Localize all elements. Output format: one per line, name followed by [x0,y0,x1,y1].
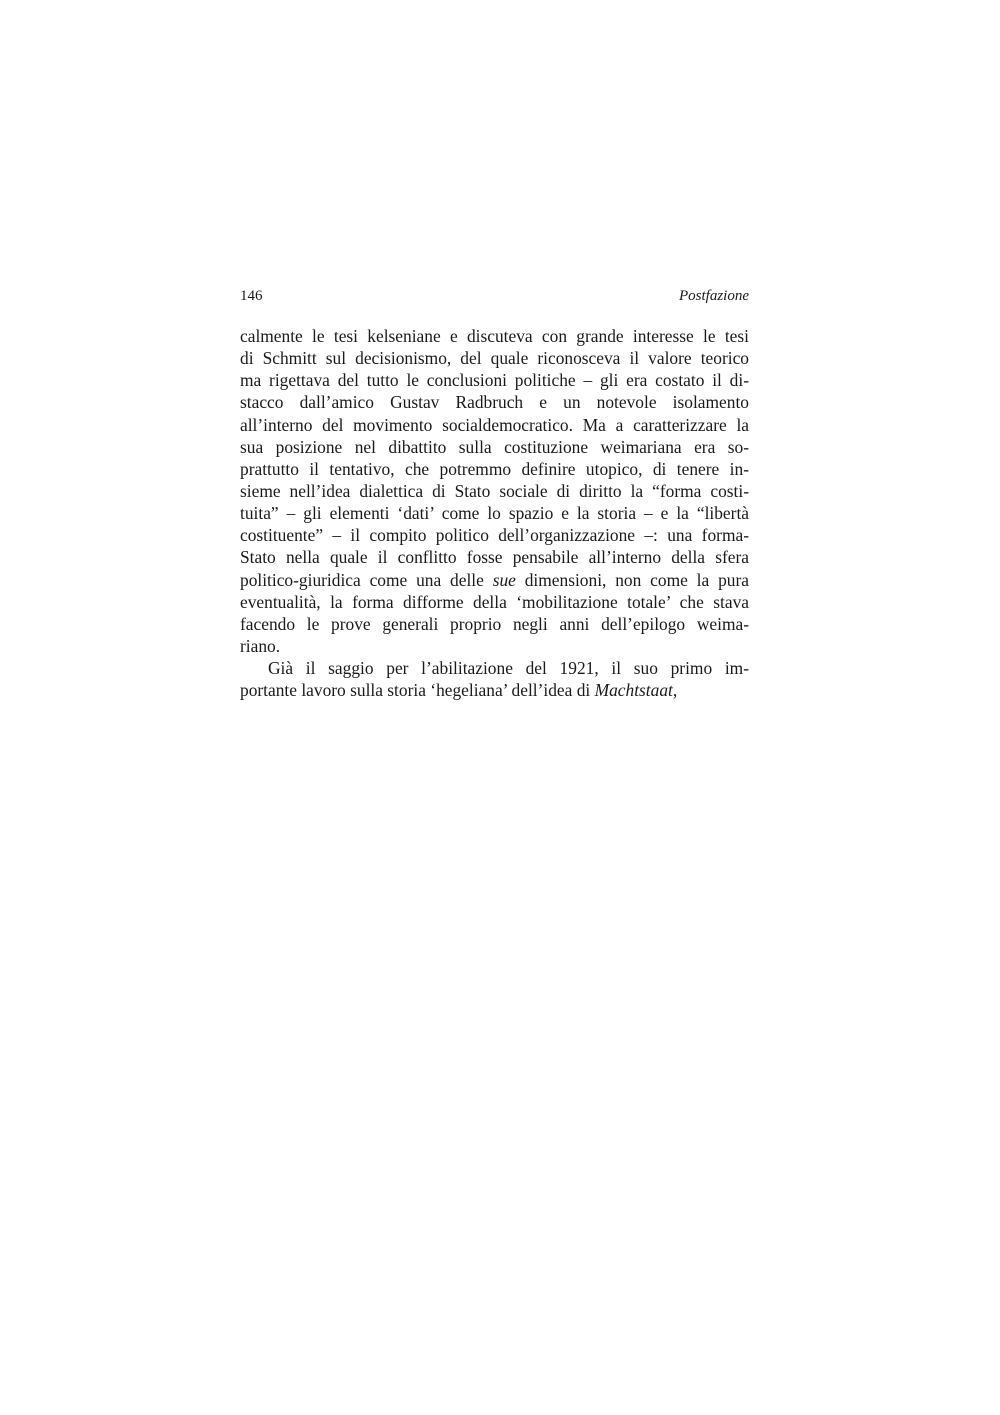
running-head [240,288,749,310]
text-line: di Schmitt sul decisionismo, del quale riconosceva il valore teorico [240,348,749,369]
body-text [240,325,749,701]
text-line: eventualità, la forma difforme della ‘mobilitazione totale’ che stava [240,591,749,612]
text-line: tuita” – gli elementi ‘dati’ come lo spazio e la storia – e la “libertà [240,503,749,524]
text-line: calmente le tesi kelseniane e discuteva con grande interesse le tesi [240,326,749,346]
text-line: facendo le prove generali proprio negli anni dell’epilogo weima- [240,613,749,634]
italic-word: Machtstaat [594,680,673,701]
text-line: Stato nella quale il conflitto fosse pensabile all’interno della sfera [240,547,749,568]
italic-word: sue [492,569,516,590]
page-number: 146 [240,288,263,304]
text-line: politico-giuridica come una delle sue dimensioni, non come la pura [240,569,749,590]
text-line: costituente” – il compito politico dell’organizzazione –: una forma- [240,525,749,546]
paragraph [240,657,749,701]
text-line: riano. [240,635,281,656]
text-line: stacco dall’amico Gustav Radbruch e un notevole isolamento [240,392,749,413]
paragraph [240,325,749,657]
running-title: Postfazione [679,288,749,304]
text-line: all’interno del movimento socialdemocratico. Ma a caratterizzare la [240,414,749,435]
text-line: portante lavoro sulla storia ‘hegeliana’ dell’idea di Machtstaat, [240,680,678,701]
text-line: ma rigettava del tutto le conclusioni politiche – gli era costato il di- [240,370,749,391]
text-line: Già il saggio per l’abilitazione del 1921, il suo primo im- [268,658,749,679]
text-line: prattutto il tentativo, che potremmo definire utopico, di tenere in- [240,458,749,479]
text-line: sua posizione nel dibattito sulla costituzione weimariana era so- [240,436,749,457]
text-line: sieme nell’idea dialettica di Stato sociale di diritto la “forma costi- [240,480,749,501]
